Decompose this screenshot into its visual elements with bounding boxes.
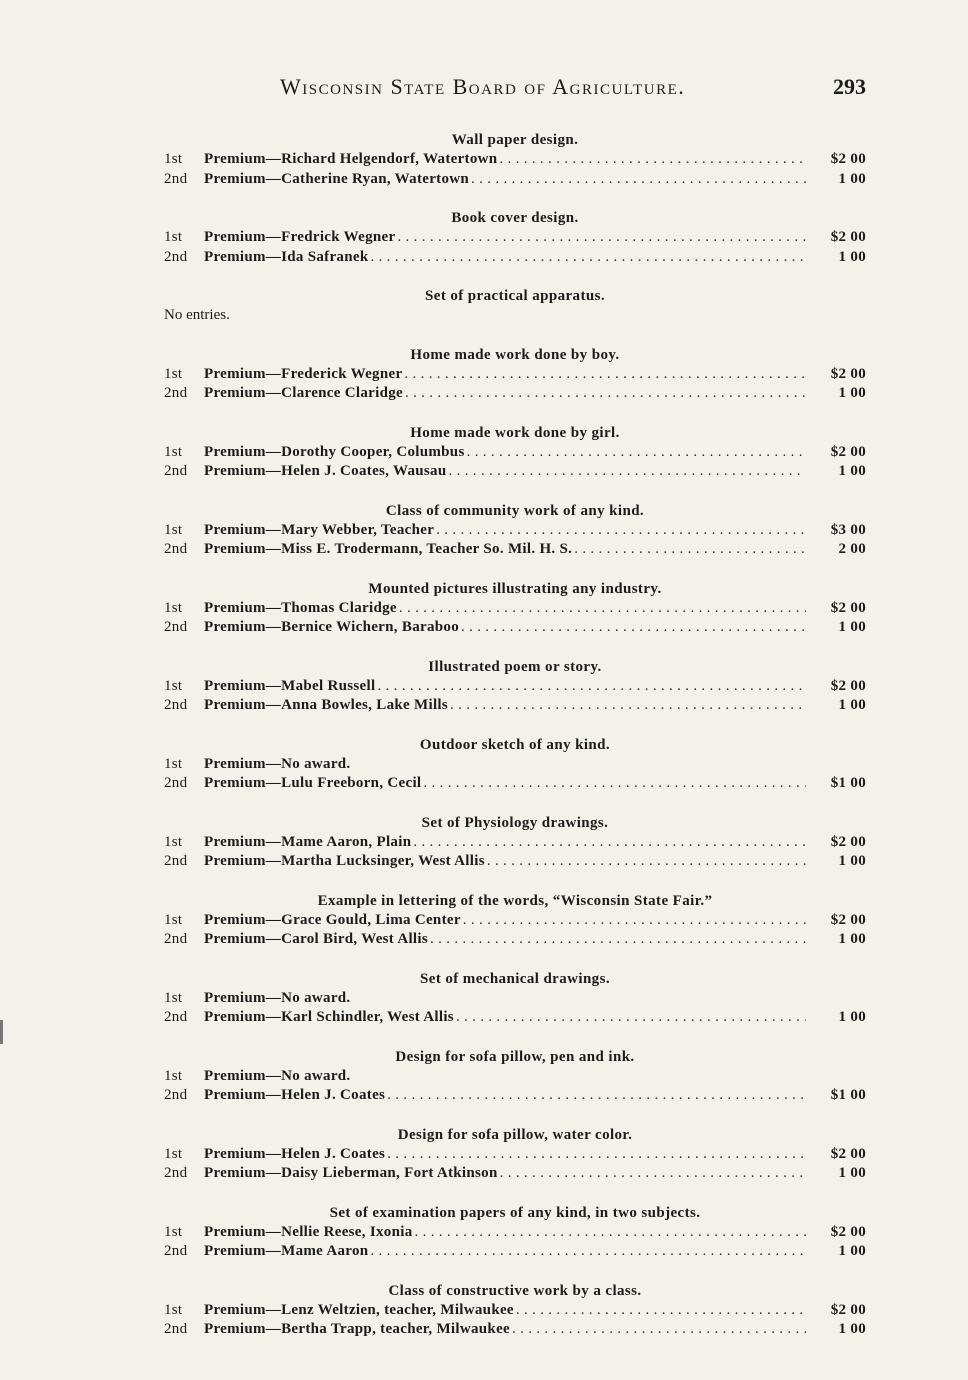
entry-amount: 1 00 — [838, 697, 866, 713]
premium-entry — [164, 1067, 866, 1087]
entry-winner: Premium—No award. — [204, 755, 351, 772]
section-title: Mounted pictures illustrating any industry. — [368, 580, 662, 597]
dot-leader — [463, 911, 806, 931]
entry-amount: $3 00 — [830, 521, 866, 538]
entry-amount: $2 00 — [830, 1301, 866, 1318]
section-title: Set of practical apparatus. — [425, 288, 605, 304]
entry-amount: $2 00 — [830, 1223, 866, 1240]
dot-leader — [487, 852, 806, 872]
premium-section — [164, 814, 866, 872]
entry-place: 2nd — [164, 248, 188, 265]
entry-winner: Premium—Helen J. Coates, Wausau — [204, 463, 447, 479]
entry-amount: 1 00 — [838, 1009, 866, 1025]
entry-winner: Premium—Clarence Claridge — [204, 385, 403, 401]
entry-place: 1st — [164, 599, 183, 616]
dot-leader — [467, 443, 806, 463]
dot-leader — [450, 696, 806, 716]
dot-leader — [370, 1242, 806, 1262]
premium-entry — [164, 677, 866, 697]
section-note: No entries. — [164, 307, 230, 323]
entry-winner: Premium—Mame Aaron — [204, 1243, 369, 1259]
entry-place: 2nd — [164, 541, 188, 557]
premium-entry — [164, 384, 866, 404]
premium-entry — [164, 911, 866, 931]
entry-place: 2nd — [164, 931, 188, 947]
entry-place: 2nd — [164, 1243, 188, 1259]
entry-winner: Premium—Martha Lucksinger, West Allis — [204, 853, 485, 869]
entry-place: 1st — [164, 755, 183, 772]
premium-entry — [164, 989, 866, 1009]
premium-entry — [164, 540, 866, 560]
premium-list — [164, 131, 866, 1360]
entry-place: 1st — [164, 365, 183, 382]
entry-winner: Premium—Daisy Lieberman, Fort Atkinson — [204, 1165, 498, 1181]
entry-place: 2nd — [164, 1321, 188, 1337]
entry-amount: $2 00 — [830, 599, 866, 616]
entry-winner: Premium—Bertha Trapp, teacher, Milwaukee — [204, 1321, 510, 1337]
entry-place: 1st — [164, 443, 183, 460]
dot-leader — [423, 774, 806, 794]
entry-place: 1st — [164, 833, 183, 850]
entry-place: 2nd — [164, 1165, 188, 1181]
dot-leader — [370, 248, 806, 268]
entry-place: 2nd — [164, 1009, 188, 1025]
entry-winner: Premium—Thomas Claridge — [204, 599, 397, 616]
entry-winner: Premium—Grace Gould, Lima Center — [204, 911, 461, 928]
entry-amount: 1 00 — [838, 931, 866, 947]
entry-place: 2nd — [164, 385, 188, 401]
entry-place: 2nd — [164, 775, 188, 791]
dot-leader — [387, 1145, 806, 1165]
entry-amount: 1 00 — [838, 853, 866, 869]
entry-winner: Premium—Fredrick Wegner — [204, 229, 396, 245]
premium-entry — [164, 1164, 866, 1184]
premium-entry — [164, 930, 866, 950]
entry-amount: $2 00 — [830, 1145, 866, 1162]
dot-leader — [500, 1164, 806, 1184]
entry-place: 1st — [164, 1223, 183, 1240]
entry-amount: 2 00 — [838, 541, 866, 557]
entry-winner: Premium—Lenz Weltzien, teacher, Milwaukee — [204, 1301, 514, 1318]
premium-section — [164, 1048, 866, 1106]
premium-entry — [164, 696, 866, 716]
premium-entry — [164, 599, 866, 619]
entry-place: 1st — [164, 1067, 183, 1084]
dot-leader — [405, 384, 806, 404]
premium-section — [164, 580, 866, 638]
entry-amount: $2 00 — [830, 833, 866, 850]
premium-entry — [164, 1086, 866, 1106]
dot-leader — [499, 150, 806, 170]
premium-entry — [164, 228, 866, 248]
dot-leader — [413, 833, 806, 853]
entry-winner: Premium—Ida Safranek — [204, 248, 369, 265]
section-title: Home made work done by boy. — [410, 346, 620, 363]
entry-winner: Premium—Mabel Russell — [204, 677, 376, 694]
running-title: Wisconsin State Board of Agriculture. — [280, 74, 686, 99]
dot-leader — [415, 1223, 807, 1243]
section-title: Outdoor sketch of any kind. — [419, 736, 611, 753]
section-title: Class of community work of any kind. — [385, 502, 645, 519]
entry-winner: Premium—Bernice Wichern, Baraboo — [204, 619, 459, 635]
entry-amount: $2 00 — [830, 443, 866, 460]
entry-amount: $2 00 — [830, 365, 866, 382]
entry-amount: $2 00 — [830, 229, 866, 245]
entry-place: 1st — [164, 989, 183, 1006]
section-title: Design for sofa pillow, pen and ink. — [395, 1048, 635, 1065]
premium-entry — [164, 774, 866, 794]
entry-place: 1st — [164, 677, 183, 694]
premium-entry — [164, 755, 866, 775]
entry-winner: Premium—Nellie Reese, Ixonia — [204, 1223, 413, 1240]
entry-place: 2nd — [164, 619, 188, 635]
entry-amount: 1 00 — [838, 463, 866, 479]
section-title: Book cover design. — [451, 210, 579, 226]
premium-entry — [164, 248, 866, 268]
dot-leader — [471, 170, 806, 190]
premium-entry — [164, 365, 866, 385]
premium-section — [164, 424, 866, 482]
entry-amount: 1 00 — [838, 1165, 866, 1181]
entry-winner: Premium—Helen J. Coates — [204, 1145, 386, 1162]
dot-leader — [377, 677, 806, 697]
entry-winner: Premium—Lulu Freeborn, Cecil — [204, 775, 422, 791]
entry-winner: Premium—Mame Aaron, Plain — [204, 833, 412, 850]
entry-place: 2nd — [164, 853, 188, 869]
premium-entry — [164, 833, 866, 853]
premium-entry — [164, 1320, 866, 1340]
entry-amount: 1 00 — [838, 170, 866, 187]
page-number: 293 — [833, 74, 866, 99]
premium-entry — [164, 1242, 866, 1262]
scan-edge-mark — [0, 1020, 3, 1044]
entry-winner: Premium—No award. — [204, 1067, 351, 1084]
dot-leader — [430, 930, 806, 950]
dot-leader — [574, 540, 806, 560]
entry-winner: Premium—Miss E. Trodermann, Teacher So. Mil. H. S. — [204, 541, 573, 557]
premium-entry — [164, 1301, 866, 1321]
premium-section — [164, 1204, 866, 1262]
premium-section — [164, 131, 866, 189]
entry-winner: Premium—Dorothy Cooper, Columbus — [204, 443, 465, 460]
entry-place: 1st — [164, 911, 183, 928]
section-title: Design for sofa pillow, water color. — [397, 1126, 633, 1143]
premium-entry — [164, 1223, 866, 1243]
premium-entry — [164, 852, 866, 872]
entry-winner: Premium—No award. — [204, 989, 351, 1006]
dot-leader — [399, 599, 806, 619]
entry-place: 2nd — [164, 697, 188, 713]
entry-amount: 1 00 — [838, 248, 866, 265]
premium-entry — [164, 1145, 866, 1165]
section-title: Set of Physiology drawings. — [421, 814, 609, 831]
entry-amount: $2 00 — [830, 677, 866, 694]
premium-entry — [164, 150, 866, 170]
entry-place: 1st — [164, 1301, 183, 1318]
section-title: Set of examination papers of any kind, in two subjects. — [329, 1204, 701, 1221]
section-title: Wall paper design. — [451, 132, 579, 148]
dot-leader — [436, 521, 806, 541]
entry-winner: Premium—Helen J. Coates — [204, 1087, 386, 1103]
dot-leader — [404, 365, 806, 385]
entry-place: 1st — [164, 521, 183, 538]
dot-leader — [387, 1086, 806, 1106]
entry-winner: Premium—Carol Bird, West Allis — [204, 931, 429, 947]
premium-section — [164, 1126, 866, 1184]
dot-leader — [512, 1320, 806, 1340]
premium-entry — [164, 170, 866, 190]
premium-entry — [164, 1008, 866, 1028]
premium-section — [164, 502, 866, 560]
entry-amount: $2 00 — [830, 151, 866, 167]
section-title: Example in lettering of the words, “Wisconsin State Fair.” — [317, 892, 713, 909]
dot-leader — [449, 462, 807, 482]
entry-place: 2nd — [164, 463, 188, 479]
premium-section — [164, 1282, 866, 1340]
entry-winner: Premium—Karl Schindler, West Allis — [204, 1009, 454, 1025]
entry-place: 1st — [164, 229, 183, 245]
entry-amount: $1 00 — [830, 1087, 866, 1103]
dot-leader — [397, 228, 806, 248]
section-title: Illustrated poem or story. — [428, 658, 602, 675]
entry-place: 2nd — [164, 1087, 188, 1103]
premium-section — [164, 658, 866, 716]
dot-leader — [516, 1301, 806, 1321]
entry-amount: 1 00 — [838, 1321, 866, 1337]
entry-place: 1st — [164, 1145, 183, 1162]
entry-amount: 1 00 — [838, 619, 866, 635]
premium-section — [164, 736, 866, 794]
entry-amount: 1 00 — [838, 1243, 866, 1259]
section-title: Home made work done by girl. — [410, 424, 620, 441]
premium-section — [164, 287, 866, 326]
section-title: Set of mechanical drawings. — [420, 970, 610, 987]
premium-section — [164, 346, 866, 404]
entry-winner: Premium—Catherine Ryan, Watertown — [204, 170, 470, 187]
premium-section — [164, 892, 866, 950]
premium-entry — [164, 521, 866, 541]
dot-leader — [461, 618, 806, 638]
entry-winner: Premium—Anna Bowles, Lake Mills — [204, 697, 449, 713]
premium-section — [164, 970, 866, 1028]
page-header — [160, 74, 866, 106]
entry-amount: $1 00 — [830, 775, 866, 791]
entry-winner: Premium—Mary Webber, Teacher — [204, 521, 435, 538]
entry-winner: Premium—Richard Helgendorf, Watertown — [204, 151, 498, 167]
entry-place: 2nd — [164, 170, 188, 187]
premium-entry — [164, 618, 866, 638]
entry-amount: 1 00 — [838, 385, 866, 401]
premium-section — [164, 209, 866, 267]
dot-leader — [456, 1008, 806, 1028]
entry-amount: $2 00 — [830, 911, 866, 928]
entry-place: 1st — [164, 151, 183, 167]
premium-entry — [164, 443, 866, 463]
entry-winner: Premium—Frederick Wegner — [204, 365, 403, 382]
premium-entry — [164, 462, 866, 482]
section-title: Class of constructive work by a class. — [388, 1282, 642, 1299]
